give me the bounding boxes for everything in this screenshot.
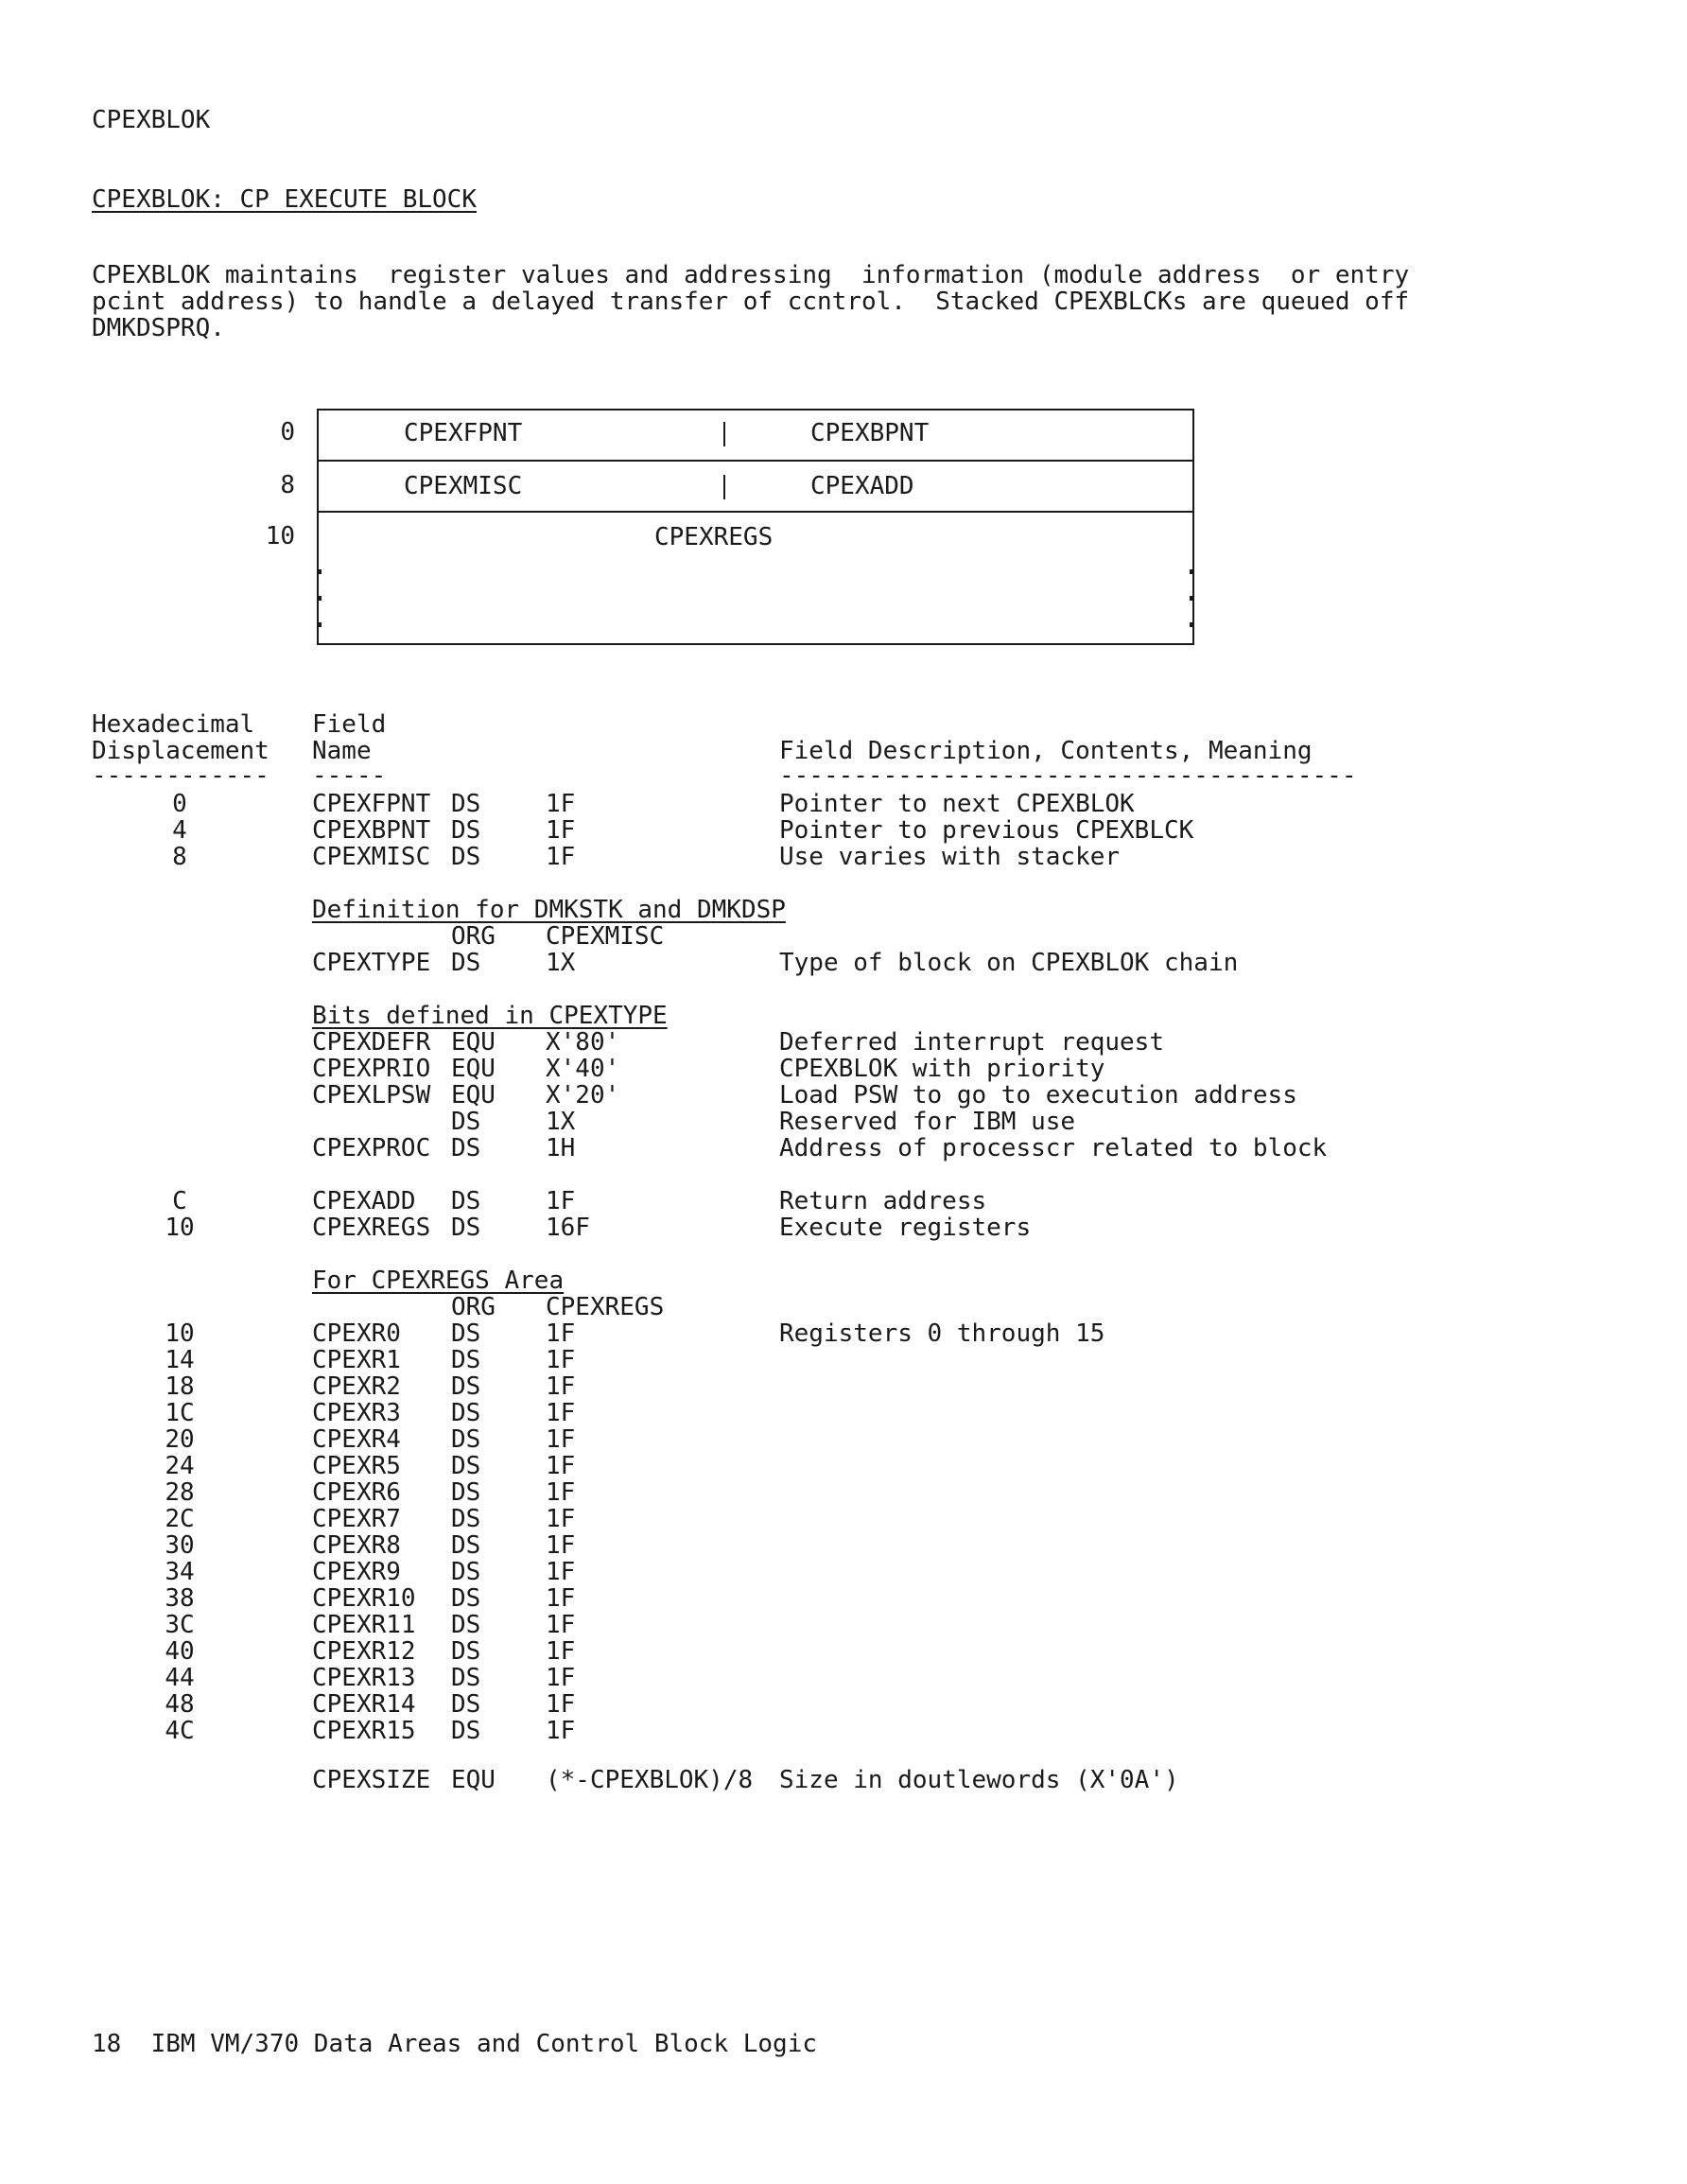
field-description: Reserved for IBM use <box>779 1108 1076 1136</box>
hex-displacement: C <box>172 1187 187 1215</box>
field-description: Address of processcr related to block <box>779 1134 1328 1162</box>
field-value: 1F <box>546 1690 576 1719</box>
field-name: CPEXBPNT <box>312 816 431 845</box>
field-name: CPEXR1 <box>312 1346 401 1374</box>
field-description: Registers 0 through 15 <box>779 1319 1105 1348</box>
field-value: 1X <box>546 949 576 977</box>
hex-displacement: 8 <box>172 843 187 871</box>
field-name: CPEXADD <box>312 1187 416 1215</box>
hex-displacement: 0 <box>172 790 187 818</box>
field-value: 1F <box>546 1664 576 1692</box>
field-value: 1H <box>546 1134 576 1162</box>
hex-displacement: 3C <box>165 1611 195 1639</box>
field-value: 1F <box>546 843 576 871</box>
field-value: 1F <box>546 1637 576 1666</box>
diagram-field-cpexregs: CPEXREGS <box>654 523 774 551</box>
field-op: DS <box>451 1611 481 1639</box>
hex-displacement: 10 <box>165 1214 195 1242</box>
hex-displacement: 14 <box>165 1346 195 1374</box>
subsection-heading: Bits defined in CPEXTYPE <box>312 1002 668 1030</box>
field-value: X'80' <box>546 1028 620 1057</box>
field-op: DS <box>451 1108 481 1136</box>
field-name: CPEXR0 <box>312 1319 401 1348</box>
field-name: CPEXSIZE <box>312 1766 431 1794</box>
continuation-dot <box>317 622 322 627</box>
hex-displacement: 10 <box>165 1319 195 1348</box>
field-value: 1F <box>546 1452 576 1480</box>
org-value: CPEXREGS <box>546 1293 665 1321</box>
hex-displacement: 18 <box>165 1372 195 1401</box>
intro-line-2: pcint address) to handle a delayed transfer of ccntrol. Stacked CPEXBLCKs are queued off <box>92 288 1410 316</box>
col-rule-hex: ------------ <box>92 761 270 790</box>
field-description: Size in doutlewords (X'0A') <box>779 1766 1179 1794</box>
diagram-offset: 10 <box>265 522 295 550</box>
field-op: DS <box>451 1319 481 1348</box>
field-name: CPEXR4 <box>312 1425 401 1454</box>
field-value: 1F <box>546 1611 576 1639</box>
field-name: CPEXR2 <box>312 1372 401 1401</box>
field-op: DS <box>451 1399 481 1427</box>
field-op: DS <box>451 1637 481 1666</box>
field-name: CPEXR11 <box>312 1611 416 1639</box>
hex-displacement: 24 <box>165 1452 195 1480</box>
field-description: CPEXBLOK with priority <box>779 1055 1105 1083</box>
field-name: CPEXR8 <box>312 1531 401 1560</box>
hex-displacement: 2C <box>165 1505 195 1533</box>
field-op: DS <box>451 1187 481 1215</box>
field-op: DS <box>451 1664 481 1692</box>
field-value: 1F <box>546 816 576 845</box>
field-value: 1F <box>546 790 576 818</box>
field-name: CPEXR5 <box>312 1452 401 1480</box>
field-name: CPEXDEFR <box>312 1028 431 1057</box>
field-description: Pointer to next CPEXBLOK <box>779 790 1135 818</box>
field-op: DS <box>451 1531 481 1560</box>
hex-displacement: 20 <box>165 1425 195 1454</box>
field-name: CPEXR3 <box>312 1399 401 1427</box>
page-footer: 18 IBM VM/370 Data Areas and Control Block Logic <box>92 2030 818 2058</box>
field-op: DS <box>451 1478 481 1507</box>
hex-displacement: 28 <box>165 1478 195 1507</box>
field-description: Deferred interrupt request <box>779 1028 1164 1057</box>
subsection-heading: For CPEXREGS Area <box>312 1267 565 1295</box>
hex-displacement: 4C <box>165 1717 195 1745</box>
field-op: DS <box>451 1584 481 1613</box>
field-op: EQU <box>451 1081 496 1109</box>
field-name: CPEXR15 <box>312 1717 416 1745</box>
diagram-offset: 0 <box>280 418 295 446</box>
field-description: Use varies with stacker <box>779 843 1121 871</box>
block-layout-diagram <box>317 409 1194 645</box>
diagram-field-cpexmisc: CPEXMISC <box>404 472 523 500</box>
field-op: DS <box>451 1134 481 1162</box>
field-op: DS <box>451 1452 481 1480</box>
field-value: 1F <box>546 1531 576 1560</box>
field-value: 1F <box>546 1372 576 1401</box>
field-op: EQU <box>451 1028 496 1057</box>
field-value: 1F <box>546 1584 576 1613</box>
field-op: DS <box>451 1214 481 1242</box>
field-name: CPEXR7 <box>312 1505 401 1533</box>
running-head: CPEXBLOK <box>92 106 211 134</box>
field-name: CPEXTYPE <box>312 949 431 977</box>
diagram-field-cpexbpnt: CPEXBPNT <box>810 419 930 447</box>
org-value: CPEXMISC <box>546 922 665 951</box>
field-name: CPEXR6 <box>312 1478 401 1507</box>
field-name: CPEXFPNT <box>312 790 431 818</box>
field-name: CPEXR14 <box>312 1690 416 1719</box>
field-name: CPEXR12 <box>312 1637 416 1666</box>
field-op: DS <box>451 1717 481 1745</box>
field-name: CPEXR13 <box>312 1664 416 1692</box>
field-description: Type of block on CPEXBLOK chain <box>779 949 1239 977</box>
field-op: DS <box>451 1372 481 1401</box>
field-name: CPEXPROC <box>312 1134 431 1162</box>
field-value: 1F <box>546 1346 576 1374</box>
field-value: 1F <box>546 1717 576 1745</box>
intro-line-3: DMKDSPRQ. <box>92 314 225 342</box>
continuation-dot <box>317 569 322 574</box>
field-description: Pointer to previous CPEXBLCK <box>779 816 1194 845</box>
field-description: Return address <box>779 1187 987 1215</box>
diagram-field-cpexfpnt: CPEXFPNT <box>404 419 523 447</box>
hex-displacement: 4 <box>172 816 187 845</box>
hex-displacement: 38 <box>165 1584 195 1613</box>
intro-line-1: CPEXBLOK maintains register values and addressing information (module address or entry <box>92 261 1410 289</box>
field-name: CPEXMISC <box>312 843 431 871</box>
col-header-hex: Hexadecimal <box>92 710 255 739</box>
hex-displacement: 48 <box>165 1690 195 1719</box>
section-title: CPEXBLOK: CP EXECUTE BLOCK <box>92 185 477 214</box>
diagram-field-cpexadd: CPEXADD <box>810 472 914 500</box>
field-op: DS <box>451 1558 481 1586</box>
field-value: 1X <box>546 1108 576 1136</box>
field-name: CPEXLPSW <box>312 1081 431 1109</box>
hex-displacement: 1C <box>165 1399 195 1427</box>
field-value: X'40' <box>546 1055 620 1083</box>
hex-displacement: 44 <box>165 1664 195 1692</box>
diagram-row-rule <box>319 511 1192 513</box>
field-description: Execute registers <box>779 1214 1032 1242</box>
hex-displacement: 34 <box>165 1558 195 1586</box>
field-op: DS <box>451 790 481 818</box>
field-value: 1F <box>546 1399 576 1427</box>
field-op: DS <box>451 1505 481 1533</box>
field-value: 1F <box>546 1505 576 1533</box>
col-header-name: Name <box>312 737 372 765</box>
field-value: 1F <box>546 1478 576 1507</box>
field-name: CPEXR9 <box>312 1558 401 1586</box>
field-value: 1F <box>546 1319 576 1348</box>
field-value: 1F <box>546 1187 576 1215</box>
field-value: 1F <box>546 1558 576 1586</box>
field-value: 1F <box>546 1425 576 1454</box>
field-op: DS <box>451 949 481 977</box>
hex-displacement: 40 <box>165 1637 195 1666</box>
diagram-divider <box>723 475 725 499</box>
col-header-description: Field Description, Contents, Meaning <box>779 737 1313 765</box>
org-op: ORG <box>451 1293 496 1321</box>
field-value: (*-CPEXBLOK)/8 <box>546 1766 754 1794</box>
field-name: CPEXREGS <box>312 1214 431 1242</box>
field-op: DS <box>451 843 481 871</box>
diagram-offset: 8 <box>280 471 295 499</box>
field-op: DS <box>451 816 481 845</box>
field-op: DS <box>451 1346 481 1374</box>
field-name: CPEXPRIO <box>312 1055 431 1083</box>
field-op: DS <box>451 1425 481 1454</box>
field-op: EQU <box>451 1766 496 1794</box>
col-rule-description: --------------------------------------- <box>779 761 1357 790</box>
field-description: Load PSW to go to execution address <box>779 1081 1297 1109</box>
col-header-field: Field <box>312 710 387 739</box>
col-header-displacement: Displacement <box>92 737 270 765</box>
diagram-divider <box>723 422 725 446</box>
field-name: CPEXR10 <box>312 1584 416 1613</box>
continuation-dot <box>1190 622 1194 627</box>
field-value: X'20' <box>546 1081 620 1109</box>
org-op: ORG <box>451 922 496 951</box>
col-rule-name: ----- <box>312 761 387 790</box>
subsection-heading: Definition for DMKSTK and DMKDSP <box>312 896 786 924</box>
field-value: 16F <box>546 1214 590 1242</box>
continuation-dot <box>1190 569 1194 574</box>
field-op: DS <box>451 1690 481 1719</box>
field-op: EQU <box>451 1055 496 1083</box>
continuation-dot <box>1190 596 1194 601</box>
continuation-dot <box>317 596 322 601</box>
hex-displacement: 30 <box>165 1531 195 1560</box>
diagram-row-rule <box>319 460 1192 462</box>
